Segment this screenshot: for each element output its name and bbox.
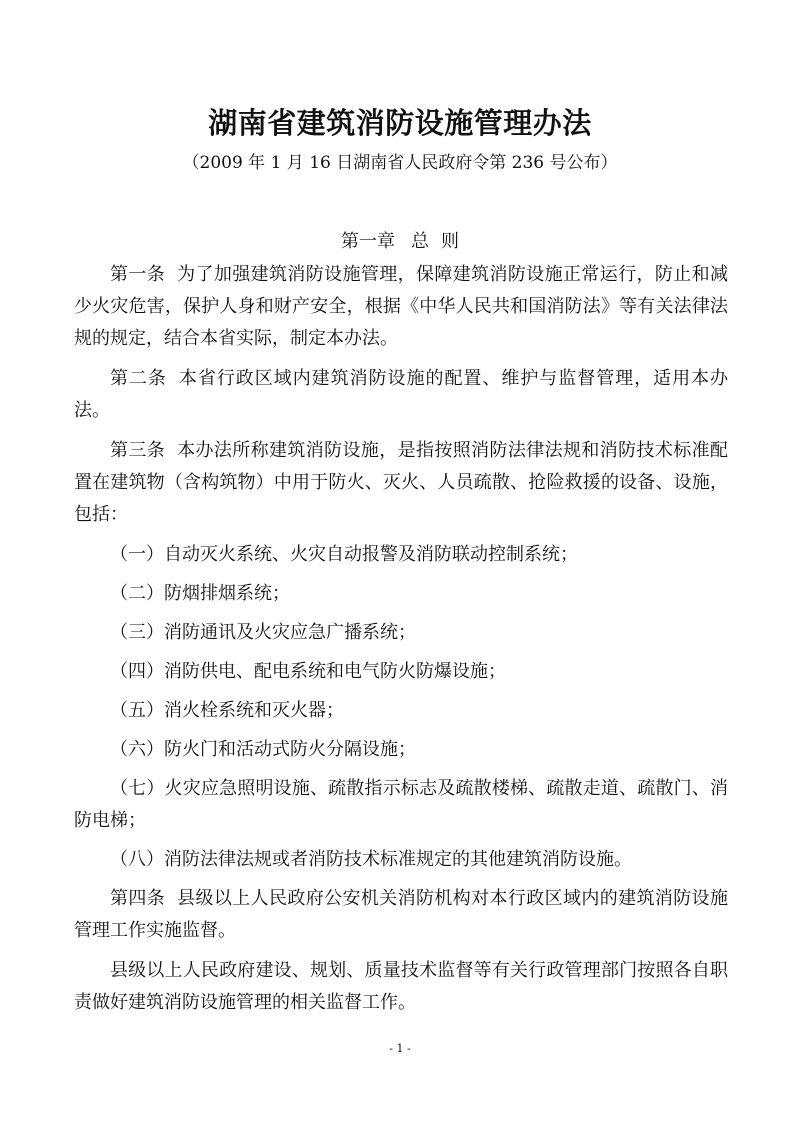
document-body — [74, 259, 728, 1027]
article-text: 本办法所称建筑消防设施，是指按照消防法律法规和消防技术标准配置在建筑物（含构筑物）中用于防火、灭火、人员疏散、抢险救援的设备、设施，包括： — [74, 440, 728, 525]
chapter-name-part2: 则 — [441, 231, 459, 252]
list-item: （二）防烟排烟系统； — [110, 583, 290, 604]
list-item: （一）自动灭火系统、火灾自动报警及消防联动控制系统； — [110, 544, 578, 565]
list-item: （四）消防供电、配电系统和电气防火防爆设施； — [110, 661, 506, 682]
article-3 — [74, 435, 728, 531]
article-4-paragraph-2: 县级以上人民政府建设、规划、质量技术监督等有关行政管理部门按照各自职责做好建筑消防设施管理的相关监督工作。 — [74, 960, 728, 1013]
article-text: 县级以上人民政府公安机关消防机构对本行政区域内的建筑消防设施管理工作实施监督。 — [74, 888, 728, 941]
chapter-heading — [0, 229, 800, 255]
list-item: （六）防火门和活动式防火分隔设施； — [110, 739, 416, 760]
article-2 — [74, 363, 728, 427]
list-item: （五）消火栓系统和灭火器； — [110, 700, 344, 721]
article-number: 第三条 — [110, 440, 166, 461]
document-subtitle: （2009 年 1 月 16 日湖南省人民政府令第 236 号公布） — [182, 153, 618, 173]
article-text: 为了加强建筑消防设施管理，保障建筑消防设施正常运行，防止和减少火灾危害，保护人身和财产安全，根据《中华人民共和国消防法》等有关法律法规的规定，结合本省实际，制定本办法。 — [74, 264, 728, 349]
document-title: 湖南省建筑消防设施管理办法 — [208, 106, 592, 140]
chapter-name-part1: 总 — [411, 231, 429, 252]
article-4 — [74, 883, 728, 947]
article-number: 第二条 — [110, 368, 167, 389]
list-item: （七）火灾应急照明设施、疏散指示标志及疏散楼梯、疏散走道、疏散门、消防电梯； — [74, 778, 728, 831]
list-item: （三）消防通讯及火灾应急广播系统； — [110, 622, 416, 643]
page-number: - 1 - — [389, 1042, 411, 1055]
article-1 — [74, 259, 728, 355]
list-item: （八）消防法律法规或者消防技术标准规定的其他建筑消防设施。 — [110, 849, 632, 870]
article-number: 第一条 — [110, 264, 166, 285]
chapter-number: 第一章 — [341, 231, 395, 252]
article-text: 本省行政区域内建筑消防设施的配置、维护与监督管理，适用本办法。 — [74, 368, 728, 421]
article-number: 第四条 — [110, 888, 166, 909]
